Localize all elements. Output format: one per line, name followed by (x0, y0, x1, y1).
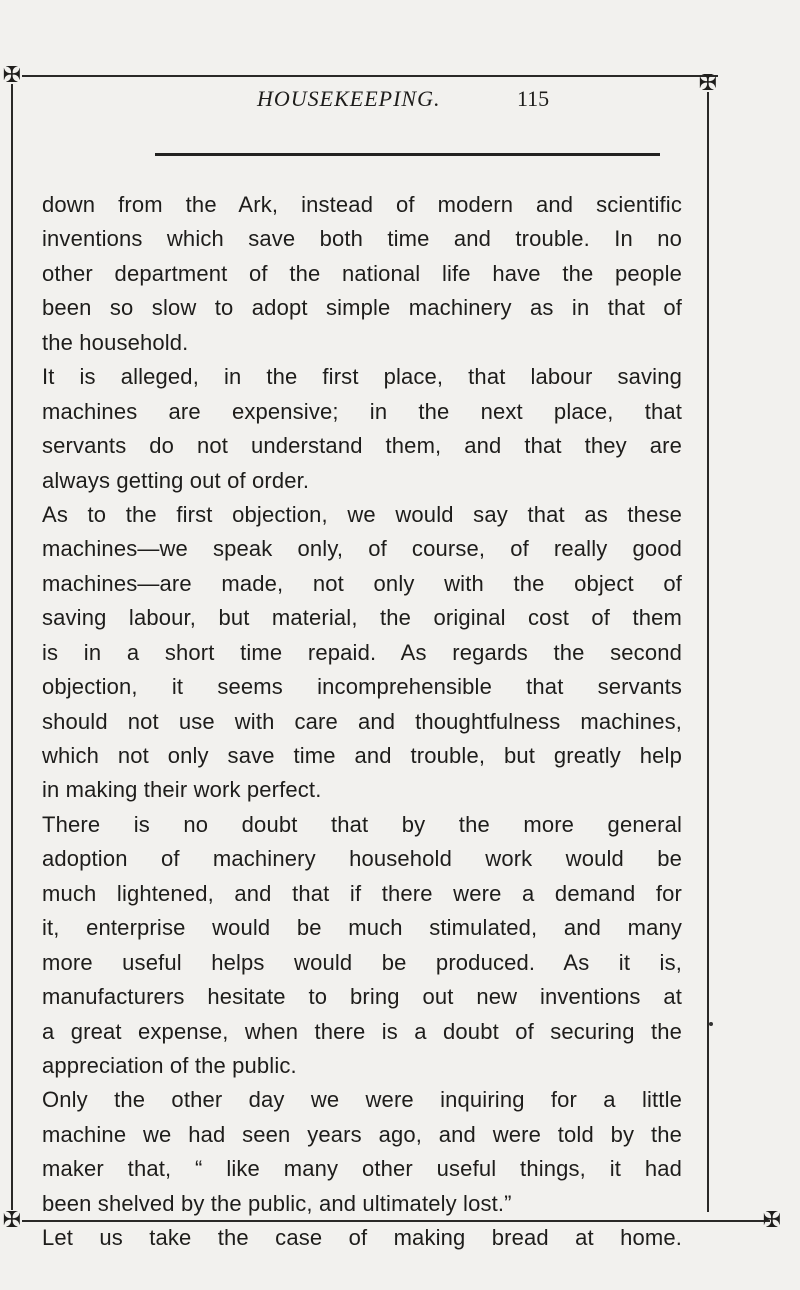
top-right-cross-icon: ✠ (698, 71, 718, 96)
text-line: down from the Ark, instead of modern and scientific (42, 192, 682, 217)
margin-speck (709, 1022, 713, 1026)
text-line: machines are expensive; in the next place, that (42, 398, 682, 424)
text-line: which not only save time and trouble, but greatly help (42, 743, 682, 768)
text-line: been shelved by the public, and ultimately lost.” (42, 1190, 512, 1216)
page-number: 115 (517, 86, 550, 111)
text-line: machines—we speak only, of course, of really good (42, 536, 682, 562)
text-line: more useful helps would be produced. As it is, (42, 949, 682, 975)
text-line: servants do not understand them, and that they are (42, 433, 682, 459)
text-line: been so slow to adopt simple machinery as in that of (42, 295, 682, 321)
text-line: manufacturers hesitate to bring out new inventions at (42, 984, 682, 1010)
body-text (42, 188, 682, 1256)
running-title: HOUSEKEEPING. (257, 86, 441, 111)
running-header (150, 86, 580, 122)
text-line: machine we had seen years ago, and were told by the (42, 1121, 682, 1147)
text-line: objection, it seems incomprehensible that servants (42, 674, 682, 700)
text-line: always getting out of order. (42, 467, 310, 493)
text-line: There is no doubt that by the more general (42, 811, 682, 837)
text-line: adoption of machinery household work would be (42, 846, 682, 872)
text-line: should not use with care and thoughtfulness machines, (42, 708, 682, 734)
frame-left-rule (11, 84, 13, 1210)
text-line: As to the first objection, we would say that as these (42, 501, 682, 527)
text-line: maker that, “ like many other useful things, it had (42, 1156, 682, 1182)
frame-right-rule (707, 92, 709, 1212)
text-line: in making their work perfect. (42, 777, 322, 803)
text-line: much lightened, and that if there were a demand for (42, 880, 682, 906)
text-line: other department of the national life have the people (42, 260, 682, 286)
text-line: the household. (42, 329, 189, 355)
header-rule (155, 153, 660, 156)
text-line: machines—are made, not only with the object of (42, 570, 682, 596)
top-left-cross-icon: ✠ (2, 63, 22, 88)
text-line: appreciation of the public. (42, 1052, 297, 1078)
text-line: saving labour, but material, the original cost of them (42, 605, 682, 631)
text-line: Only the other day we were inquiring for a little (42, 1087, 682, 1113)
bottom-left-cross-icon: ✠ (2, 1208, 22, 1233)
bottom-right-cross-icon: ✠ (762, 1208, 782, 1233)
text-line: It is alleged, in the first place, that labour saving (42, 364, 682, 390)
text-line: Let us take the case of making bread at home. (42, 1225, 682, 1251)
text-line: inventions which save both time and trouble. In no (42, 226, 682, 252)
frame-top-rule (22, 75, 718, 77)
text-line: is in a short time repaid. As regards the second (42, 639, 682, 665)
text-line: a great expense, when there is a doubt of securing the (42, 1018, 682, 1044)
text-line: it, enterprise would be much stimulated, and many (42, 915, 682, 941)
